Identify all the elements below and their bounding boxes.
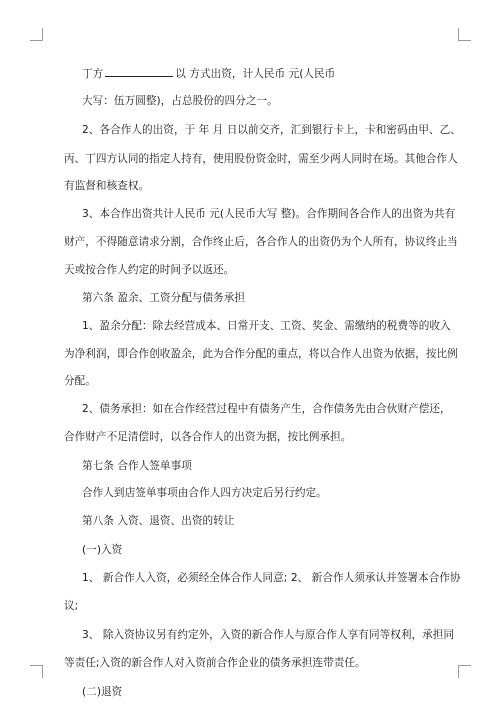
text-line-3: 2、各合作人的出资，于 年 月 日以前交齐，汇到银行卡上，卡和密码由甲、乙、 xyxy=(82,124,461,136)
subsection-heading-1: (一)入资 xyxy=(82,544,123,556)
text-line-14: 合作财产不足清偿时，以各合作人的出资为据，按比例承担。 xyxy=(64,431,352,443)
section-heading-6: 第六条 盈余、工资分配与债务承担 xyxy=(82,292,246,304)
text-line-11: 为净利润，即合作创收盈余，此为合作分配的重点，将以合作人出资为依据，按比例 xyxy=(64,348,458,360)
text-line-20: 议; xyxy=(64,600,79,612)
text-line-22: 等责任;入资的新合作人对入资前合作企业的债务承担连带责任。 xyxy=(64,657,366,669)
text-line-1 xyxy=(82,66,335,81)
text-line-12: 分配。 xyxy=(64,375,96,387)
text-line-6: 3、本合作出资共计人民币 元(人民币大写 整)。合作期间各合作人的出资为共有 xyxy=(82,208,456,220)
text-line-7: 财产，不得随意请求分割，合作终止后，各合作人的出资仍为个人所有，协议终止当 xyxy=(64,236,458,248)
crop-mark-top-left xyxy=(30,28,43,41)
text-prefix: 丁方 xyxy=(82,68,104,80)
subsection-heading-2: (二)退资 xyxy=(82,686,123,698)
section-heading-7: 第七条 合作人签单事项 xyxy=(82,460,192,472)
fill-in-blank xyxy=(105,66,173,77)
text-line-21: 3、 除入资协议另有约定外，入资的新合作人与原合作人享有同等权利，承担同 xyxy=(82,629,455,641)
text-line-16: 合作人到店签单事项由合作人四方决定后另行约定。 xyxy=(82,487,327,499)
text-line-10: 1、盈余分配：除去经营成本、日常开支、工资、奖金、需缴纳的税费等的收入 xyxy=(82,320,451,332)
crop-mark-bottom-left xyxy=(30,665,43,678)
crop-mark-bottom-right xyxy=(458,665,471,678)
text-line-2: 大写：伍万圆整)，占总股份的四分之一。 xyxy=(82,95,278,107)
text-suffix: 以 方式出资，计人民币 元(人民币 xyxy=(175,68,336,80)
text-line-13: 2、债务承担：如在合作经营过程中有债务产生，合作债务先由合伙财产偿还， xyxy=(82,403,451,415)
text-line-5: 有监督和核查权。 xyxy=(64,180,150,192)
text-line-8: 天或按合作人约定的时间予以返还。 xyxy=(64,264,235,276)
text-line-19: 1、 新合作人入资，必须经全体合作人同意; 2、 新合作人须承认并签署本合作协 xyxy=(82,572,461,584)
text-line-4: 丙、丁四方认同的指定人持有，使用股份资金时，需至少两人同时在场。其他合作人 xyxy=(64,153,458,165)
crop-mark-top-right xyxy=(458,28,471,41)
section-heading-8: 第八条 入资、退资、出资的转让 xyxy=(82,515,235,527)
